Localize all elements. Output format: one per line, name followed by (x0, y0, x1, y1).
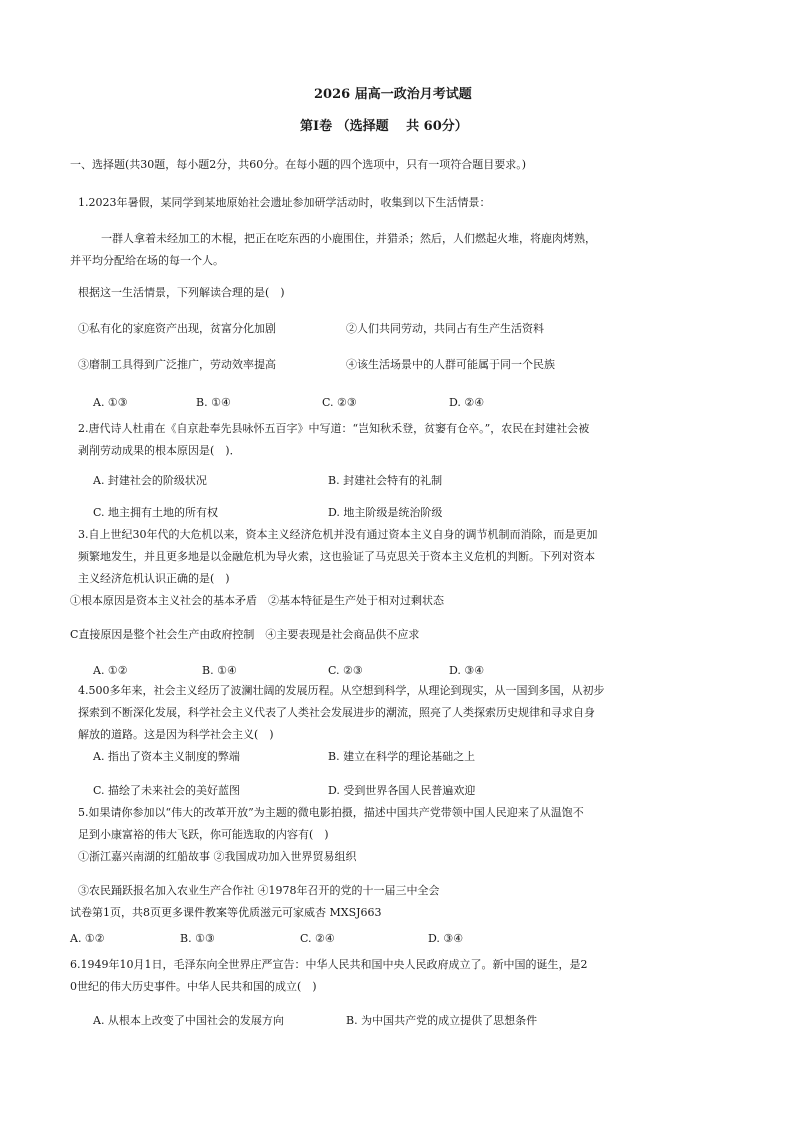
q3-option-d[interactable]: D. ③④ (449, 664, 485, 677)
q1-scene-line2: 并平均分配给在场的每一个人。 (70, 254, 224, 267)
q5-statements-line1: ①浙江嘉兴南湖的红船故事 ②我国成功加入世界贸易组织 (78, 850, 357, 863)
q2-option-b[interactable]: B. 封建社会特有的礼制 (328, 474, 443, 487)
q3-statements-line1: ①根本原因是资本主义社会的基本矛盾 ②基本特征是生产处于相对过剩状态 (70, 594, 444, 607)
q5-option-c[interactable]: C. ②④ (300, 932, 335, 945)
q3-option-c[interactable]: C. ②③ (328, 664, 363, 677)
q3-statements-line2: C直接原因是整个社会生产由政府控制 ④主要表现是社会商品供不应求 (70, 628, 420, 641)
q4-option-d[interactable]: D. 受到世界各国人民普遍欢迎 (328, 784, 476, 797)
q3-option-b[interactable]: B. ①④ (202, 664, 237, 677)
q5-statements-line2: ③农民踊跃报名加入农业生产合作社 ④1978年召开的党的十一届三中全会 (78, 884, 440, 897)
q3-stem-line2: 频繁地发生，并且更多地是以金融危机为导火索，这也验证了马克思关于资本主义危机的判断。下列对资本 (78, 550, 595, 563)
q1-statement-1: ①私有化的家庭资产出现，贫富分化加剧 (78, 322, 276, 335)
section-heading: 第Ⅰ卷 （选择题 共 60分） (300, 119, 468, 134)
page-footer: 试卷第1页，共8页更多课件教案等优质滋元可家威杏 MXSJ663 (70, 906, 382, 919)
q3-option-a[interactable]: A. ①② (93, 664, 128, 677)
q6-option-a[interactable]: A. 从根本上改变了中国社会的发展方向 (93, 1014, 284, 1027)
q2-option-d[interactable]: D. 地主阶级是统治阶级 (328, 506, 443, 519)
q5-option-d[interactable]: D. ③④ (428, 932, 464, 945)
q4-option-c[interactable]: C. 描绘了未来社会的美好蓝图 (93, 784, 241, 797)
q6-stem-line1: 6.1949年10月1日，毛泽东向全世界庄严宣告：中华人民共和国中央人民政府成立了。新中国的诞生，是2 (70, 958, 588, 971)
q1-statement-2: ②人们共同劳动，共同占有生产生活资料 (346, 322, 544, 335)
q4-stem-line1: 4.500多年来，社会主义经历了波澜壮阔的发展历程。从空想到科学，从理论到现实，从一国到多国，从初步 (78, 684, 605, 697)
q1-option-c[interactable]: C. ②③ (322, 396, 357, 409)
q1-scene-line1: 一群人拿着未经加工的木棍，把正在吃东西的小鹿围住，并猎杀；然后，人们燃起火堆，将鹿肉烤熟， (101, 232, 596, 245)
q2-stem-line2: 剥削劳动成果的根本原因是( )． (78, 444, 241, 457)
q2-option-c[interactable]: C. 地主拥有土地的所有权 (93, 506, 219, 519)
exam-title: 2026 届高一政治月考试题 (314, 87, 472, 102)
q1-statement-4: ④该生活场景中的人群可能属于同一个民族 (346, 358, 555, 371)
q2-option-a[interactable]: A. 封建社会的阶级状况 (93, 474, 207, 487)
q5-option-a[interactable]: A. ①② (70, 932, 105, 945)
q4-stem-line3: 解放的道路。这是因为科学社会主义( ) (78, 728, 274, 741)
q1-option-b[interactable]: B. ①④ (196, 396, 231, 409)
q1-stem: 1.2023年暑假，某同学到某地原始社会遗址参加研学活动时，收集到以下生活情景： (78, 196, 491, 209)
q4-option-a[interactable]: A. 指出了资本主义制度的弊端 (93, 750, 240, 763)
q2-stem-line1: 2.唐代诗人杜甫在《自京赴奉先县咏怀五百字》中写道：“岂知秋禾登，贫窭有仓卒。”，农民在封建社会被 (78, 422, 590, 435)
q3-stem-line1: 3.自上世纪30年代的大危机以来，资本主义经济危机并没有通过资本主义自身的调节机制而消除，而是更加 (78, 528, 598, 541)
q3-stem-line3: 主义经济危机认识正确的是( ) (78, 572, 230, 585)
q1-statement-3: ③磨制工具得到广泛推广，劳动效率提高 (78, 358, 276, 371)
q1-option-a[interactable]: A. ①③ (93, 396, 128, 409)
instructions: 一、选择题(共30题，每小题2分，共60分。在每小题的四个选项中，只有一项符合题目要求。) (70, 158, 527, 171)
q4-stem-line2: 探索到不断深化发展，科学社会主义代表了人类社会发展进步的潮流，照亮了人类探索历史规律和寻求自身 (78, 706, 595, 719)
q1-option-d[interactable]: D. ②④ (449, 396, 485, 409)
q5-option-b[interactable]: B. ①③ (180, 932, 215, 945)
q5-stem-line2: 足到小康富裕的伟大飞跃，你可能选取的内容有( ) (78, 828, 329, 841)
q6-stem-line2: 0世纪的伟大历史事件。中华人民共和国的成立( ) (70, 980, 317, 993)
q4-option-b[interactable]: B. 建立在科学的理论基础之上 (328, 750, 476, 763)
q1-question: 根据这一生活情景，下列解读合理的是( ) (78, 286, 285, 299)
q5-stem-line1: 5.如果请你参加以“伟大的改革开放”为主题的微电影拍摄，描述中国共产党带领中国人民迎来了从温饱不 (78, 806, 584, 819)
q6-option-b[interactable]: B. 为中国共产党的成立提供了思想条件 (346, 1014, 538, 1027)
